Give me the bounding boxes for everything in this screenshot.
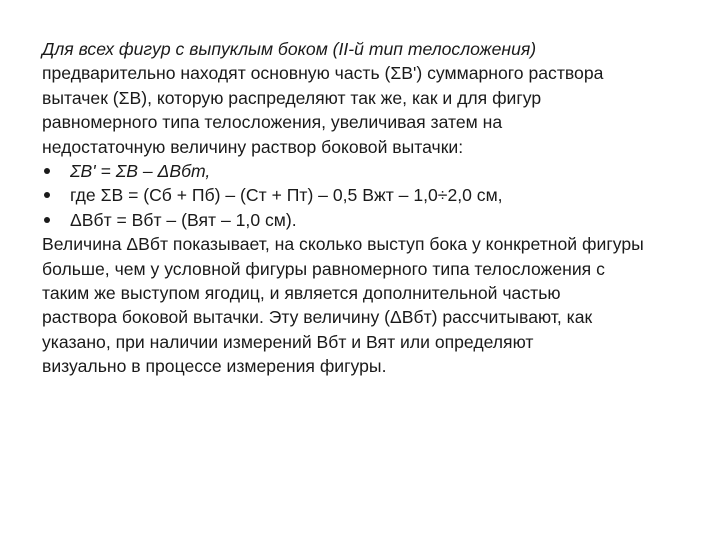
formula-item: [42, 208, 692, 232]
formula-item: [42, 183, 692, 207]
explanation-line-2: больше, чем у условной фигуры равномерного типа телосложения с: [42, 258, 605, 279]
formula-text: ΔВбт = Вбт – (Вят – 1,0 см).: [70, 209, 297, 230]
intro-line-4: равномерного типа телосложения, увеличивая затем на: [42, 112, 503, 133]
formula-item: [42, 159, 692, 183]
bullet-icon: [42, 159, 70, 183]
intro-line-3: вытачек (ΣВ), которую распределяют так же, как и для фигур: [42, 87, 542, 108]
formula-text: где ΣВ = (Сб + Пб) – (Ст + Пт) – 0,5 Вжт – 1,0÷2,0 см,: [70, 185, 503, 206]
intro-line-2: предварительно находят основную часть (ΣВ') суммарного раствора: [42, 63, 604, 84]
intro-line-1: Для всех фигур с выпуклым боком (II-й тип телосложения): [42, 39, 537, 59]
paragraph-explanation: [42, 232, 692, 378]
formula-text: ΣВ' = ΣВ – ΔВбт,: [70, 161, 211, 182]
intro-line-5: недостаточную величину раствор боковой вытачки:: [42, 136, 464, 157]
explanation-line-4: раствора боковой вытачки. Эту величину (ΔВбт) рассчитывают, как: [42, 307, 593, 328]
explanation-line-3: таким же выступом ягодиц, и является дополнительной частью: [42, 283, 561, 304]
explanation-line-1: Величина ΔВбт показывает, на сколько выступ бока у конкретной фигуры: [42, 234, 644, 255]
paragraph-intro: [42, 37, 692, 232]
document-body: [42, 37, 692, 379]
bullet-icon: [42, 183, 70, 207]
explanation-line-6: визуально в процессе измерения фигуры.: [42, 356, 387, 377]
bullet-icon: [42, 208, 70, 232]
explanation-line-5: указано, при наличии измерений Вбт и Вят или определяют: [42, 331, 534, 352]
